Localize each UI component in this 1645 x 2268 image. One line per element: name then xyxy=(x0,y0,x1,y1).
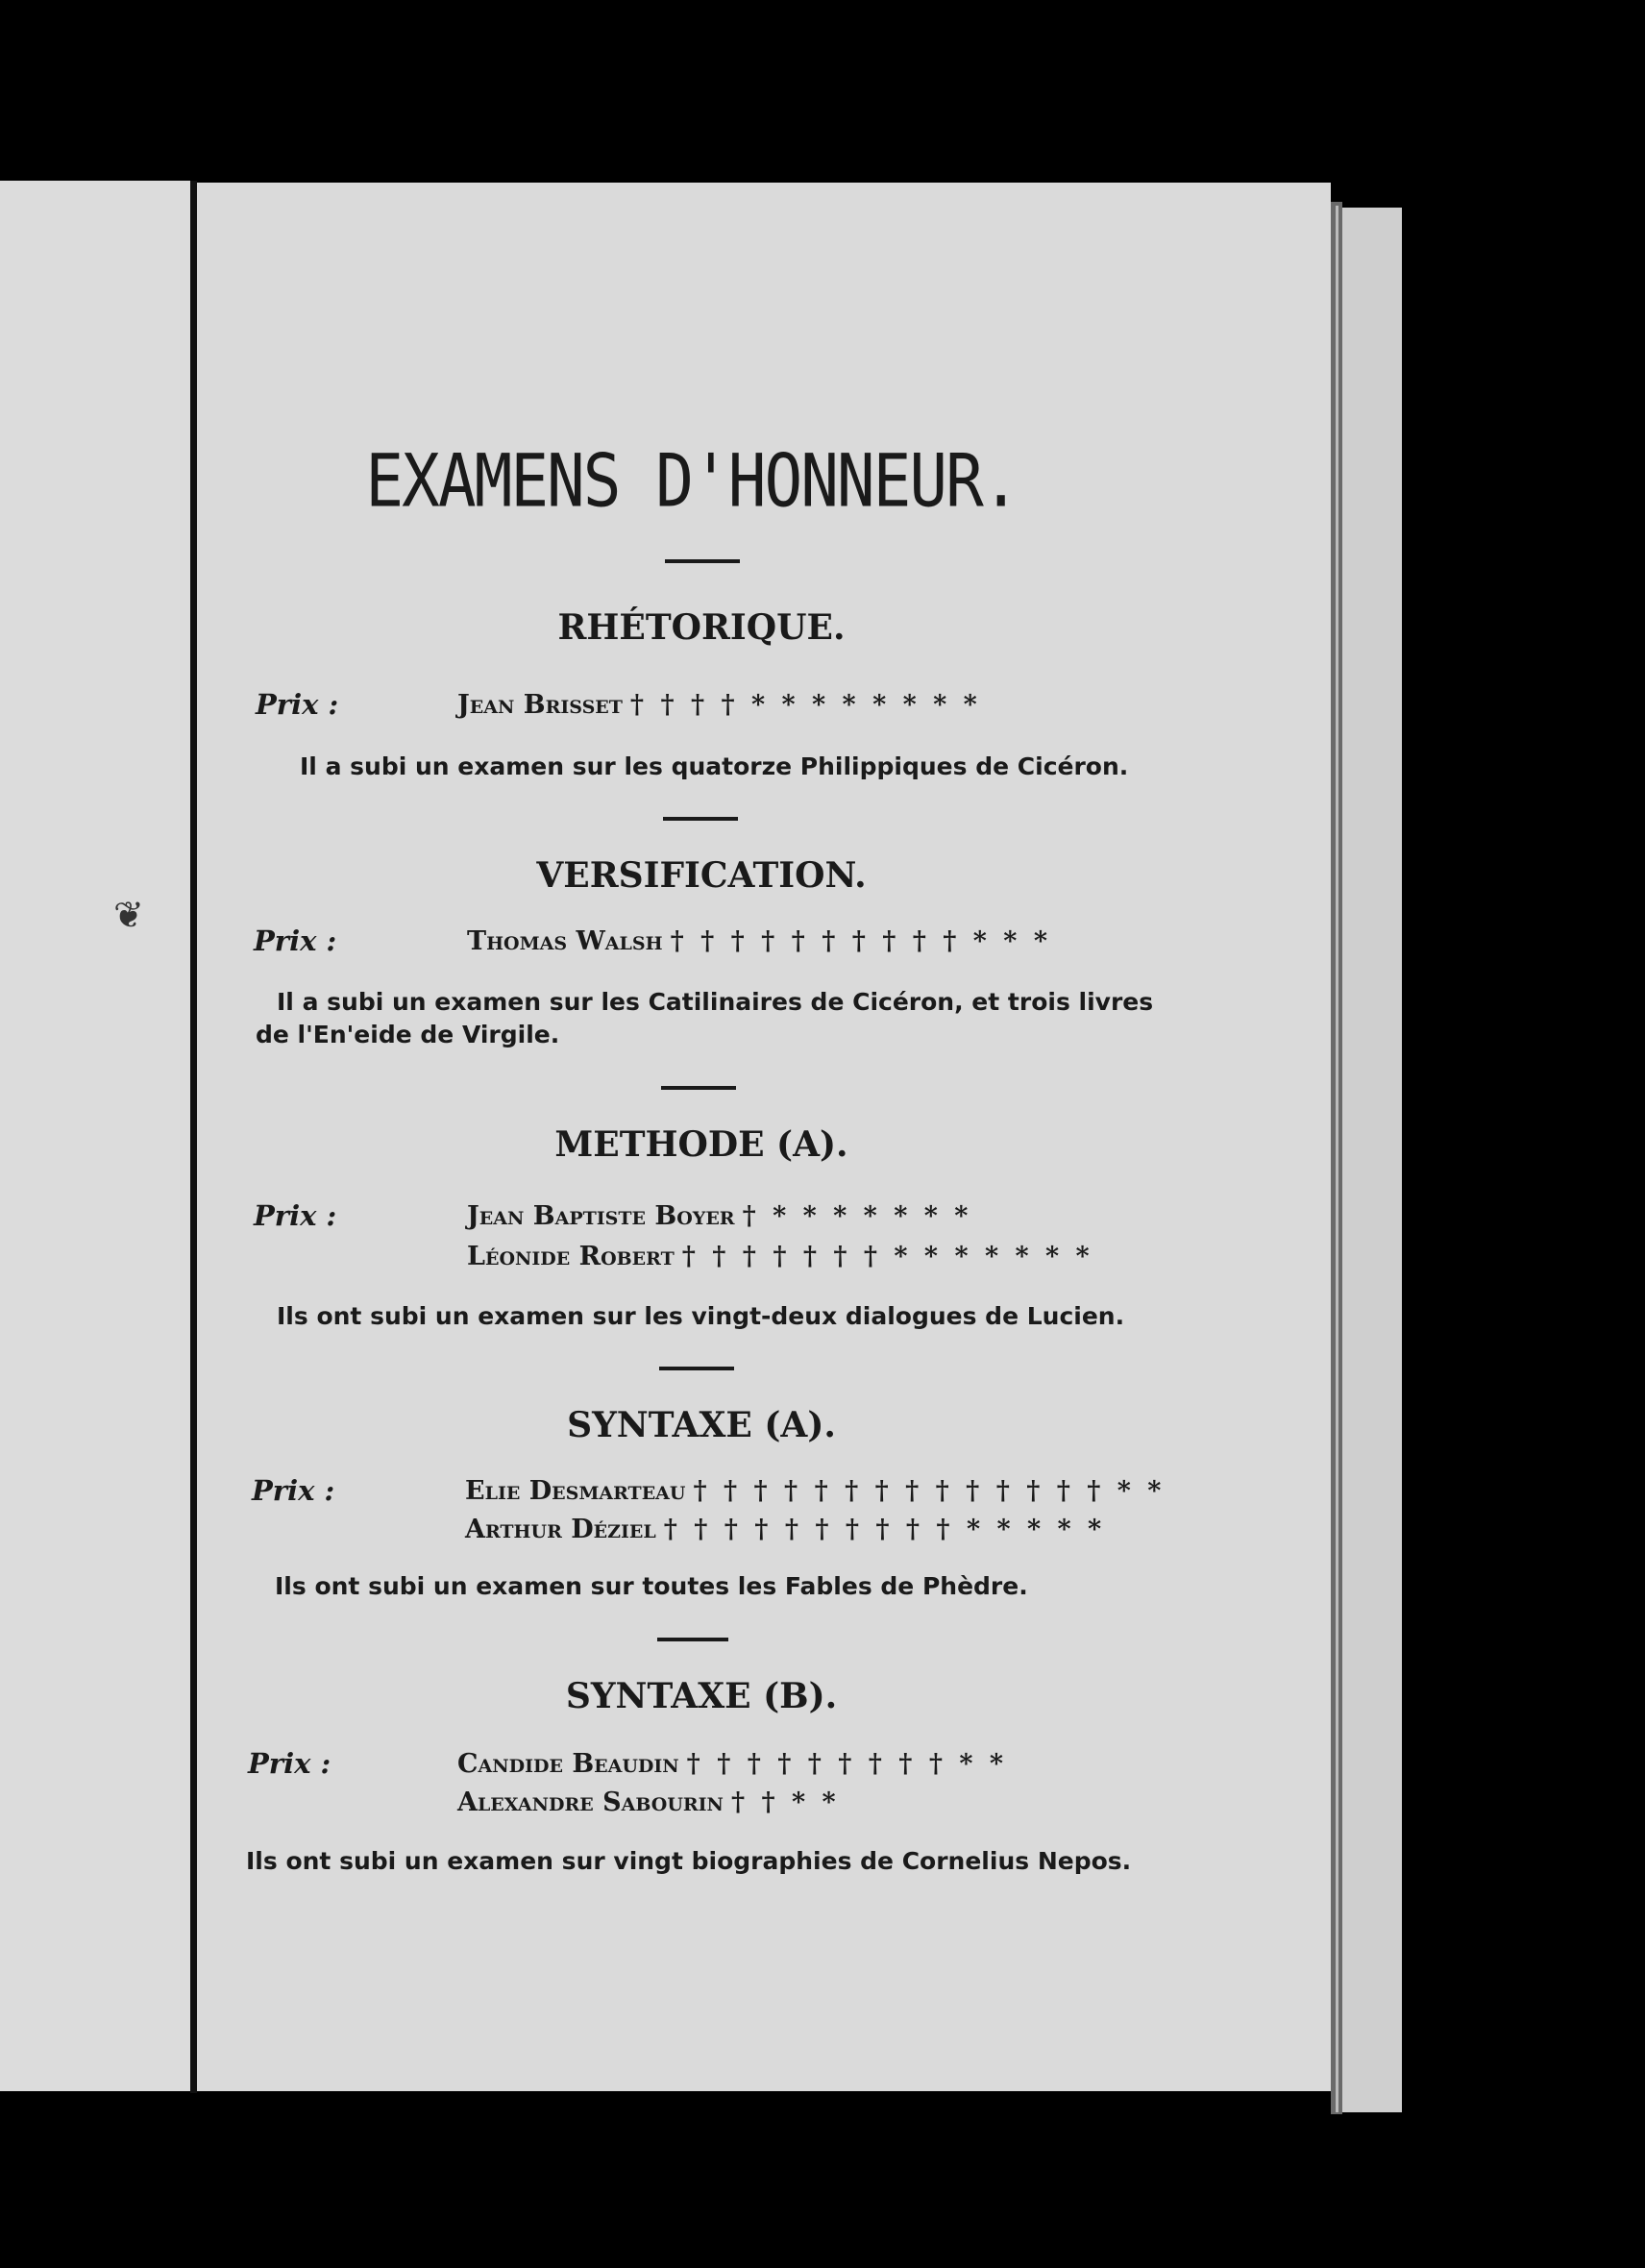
winner-name xyxy=(465,1515,1105,1544)
page-gutter xyxy=(190,181,197,2093)
exam-note: Ils ont subi un examen sur toutes les Fables de Phèdre. xyxy=(275,1572,1028,1600)
winner-name xyxy=(465,1476,1165,1506)
winner-name-text: Léonide Robert xyxy=(467,1242,675,1271)
winner-name-text: Thomas Walsh xyxy=(467,926,663,956)
exam-note: Ils ont subi un examen sur les vingt-deux dialogues de Lucien. xyxy=(277,1302,1125,1330)
title-divider xyxy=(665,559,740,563)
winner-name xyxy=(457,690,981,720)
winner-name-text: Jean Baptiste Boyer xyxy=(467,1201,735,1231)
section-heading-versification: VERSIFICATION. xyxy=(536,855,867,896)
merit-marks: † † † † † † † * * * * * * * xyxy=(681,1242,1093,1271)
section-divider xyxy=(663,817,738,821)
exam-note-line-1: Il a subi un examen sur les Catilinaires de Cicéron, et trois livres xyxy=(277,988,1154,1016)
page-edge-stack xyxy=(1342,208,1402,2112)
merit-marks: † † * * xyxy=(730,1787,840,1817)
section-divider xyxy=(659,1367,734,1370)
prize-label: Prix : xyxy=(254,924,337,957)
winner-name xyxy=(467,1201,971,1231)
winner-name-text: Candide Beaudin xyxy=(457,1749,679,1779)
section-heading-syntaxe-b: SYNTAXE (B). xyxy=(565,1676,838,1716)
prize-label: Prix : xyxy=(254,1199,337,1232)
merit-marks: † † † † † † † † † † * * * * * xyxy=(663,1515,1106,1544)
section-divider xyxy=(657,1638,728,1641)
section-divider xyxy=(661,1086,736,1090)
exam-note-line-2: de l'En'eide de Virgile. xyxy=(256,1021,560,1048)
exam-note: Ils ont subi un examen sur vingt biographies de Cornelius Nepos. xyxy=(246,1847,1132,1875)
section-heading-syntaxe-a: SYNTAXE (A). xyxy=(567,1405,836,1445)
prize-label: Prix : xyxy=(248,1747,331,1780)
winner-name xyxy=(467,926,1051,956)
section-heading-rhetorique: RHÉTORIQUE. xyxy=(557,607,846,648)
winner-name xyxy=(457,1787,840,1817)
winner-name xyxy=(467,1242,1093,1271)
page-edge-line xyxy=(1336,206,1338,2112)
facing-page xyxy=(0,181,190,2091)
winner-name-text: Jean Brisset xyxy=(457,690,623,720)
prize-label: Prix : xyxy=(256,688,339,721)
winner-name-text: Elie Desmarteau xyxy=(465,1476,686,1506)
merit-marks: † † † † * * * * * * * * xyxy=(629,690,981,720)
merit-marks: † † † † † † † † † † † † † † * * xyxy=(693,1476,1166,1506)
exam-note: Il a subi un examen sur les quatorze Philippiques de Cicéron. xyxy=(300,752,1129,780)
merit-marks: † † † † † † † † † * * xyxy=(686,1749,1007,1779)
merit-marks: † † † † † † † † † † * * * xyxy=(670,926,1051,956)
winner-name xyxy=(457,1749,1007,1779)
winner-name-text: Arthur Déziel xyxy=(465,1515,656,1544)
prize-label: Prix : xyxy=(252,1474,335,1507)
section-heading-methode-a: METHODE (A). xyxy=(554,1124,848,1165)
page-title: EXAMENS D'HONNEUR. xyxy=(365,438,1019,524)
merit-marks: † * * * * * * * xyxy=(742,1201,972,1231)
paper-blemish-icon: ❦ xyxy=(113,894,144,936)
winner-name-text: Alexandre Sabourin xyxy=(457,1787,724,1817)
